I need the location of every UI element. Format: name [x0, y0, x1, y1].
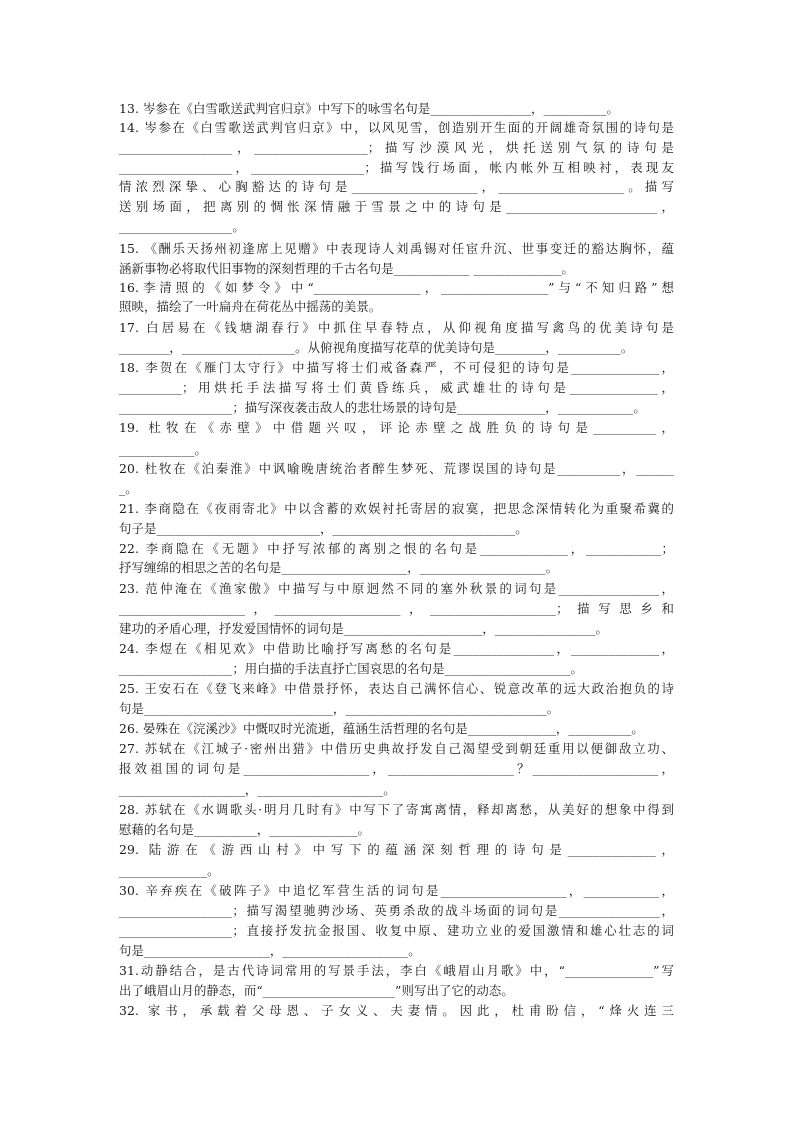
question-25-cont: 句是______________________________，________________________________。: [119, 701, 560, 716]
question-22: 22. 李商隐在《无题》中抒写浓郁的离别之恨的名句是______________，____________；: [119, 541, 674, 556]
question-30-cont: __________________；直接抒发抗金报国、收复中原、建功立业的爱国激情和雄心壮志的词: [119, 923, 674, 938]
question-14-cont: __________________，__________________；描写沙漠风光，烘托送别气氛的诗句是: [119, 140, 674, 155]
question-22-cont: 抒写缠绵的相思之苦的名句是____________________，____________________。: [119, 560, 559, 575]
question-24: 24. 李煜在《相见欢》中借助比喻抒写离愁的名句是________________，______________，: [119, 641, 674, 656]
question-29: 29. 陆游在《游西山村》中写下的蕴涵深刻哲理的诗句是______________，: [119, 842, 674, 857]
question-14-cont: __________________，__________________；描写饯行场面，帐内帐外互相映衬，表现友: [119, 160, 674, 175]
question-30-cont: __________________；描写渴望驰骋沙场、英勇杀敌的战斗场面的词句是________________，: [119, 903, 674, 918]
question-29-cont: ______________。: [119, 863, 220, 878]
question-24-cont: __________________；用白描的手法直抒亡国哀思的名句是____________________。: [119, 661, 584, 676]
question-15-cont: 涵新事物必将取代旧事物的深刻哲理的千古名句是____________ ______________。: [119, 261, 575, 276]
question-31-cont: 出了峨眉山月的静态，而“_____________________”则写出了它的动态。: [119, 983, 514, 998]
question-27: 27. 苏轼在《江城子·密州出猎》中借历史典故抒发自己渴望受到朝廷重用以便御敌立功、: [119, 741, 674, 756]
question-19: 19. 杜牧在《赤壁》中借题兴叹，评论赤壁之战胜负的诗句是__________，: [119, 420, 674, 435]
question-16: 16.李清照的《如梦令》中“_________________，_________________”与“不知归路”想: [119, 280, 674, 295]
question-25: 25. 王安石在《登飞来峰》中借景抒怀，表达自己满怀信心、锐意改革的远大政治抱负的诗: [119, 681, 674, 696]
question-21: 21. 李商隐在《夜雨寄北》中以含蓄的欢娱衬托寄居的寂寞，把思念深情转化为重聚希冀的: [119, 501, 674, 516]
question-14: 14. 岑参在《白雪歌送武判官归京》中，以风见雪，创造别开生面的开阔雄奇氛围的诗句是: [119, 120, 674, 135]
question-14-cont: 情浓烈深挚、心胸豁达的诗句是____________________，____________________。描写: [119, 179, 674, 194]
question-28: 28. 苏轼在《水调歌头·明月几时有》中写下了寄寓离情，释却离愁，从美好的想象中得到: [119, 802, 674, 817]
question-23-cont: 建功的矛盾心理，抒发爱国情怀的词句是______________________，________________。: [119, 621, 609, 636]
question-27-cont: 报效祖国的词句是____________________，____________________？____________________，: [119, 761, 674, 776]
question-14-cont: __________________。: [119, 219, 245, 234]
question-18-cont: __________；用烘托手法描写将士们黄昏练兵，威武雄壮的诗句是______________，: [119, 380, 674, 395]
question-26: 26. 晏殊在《浣溪沙》中慨叹时光流逝，蕴涵生活哲理的名句是______________，__________。: [119, 721, 644, 736]
question-18: 18. 李贺在《雁门太守行》中描写将士们戒备森严，不可侵犯的诗句是______________，: [119, 360, 674, 375]
question-19-cont: ____________。: [119, 442, 208, 457]
question-23-cont: ____________________，____________________，____________________；描写思乡和: [119, 601, 674, 616]
question-32: 32. 家书，承载着父母恩、子女义、夫妻情。因此，杜甫盼信，“烽火连三: [119, 1003, 674, 1018]
question-27-cont: ____________________，____________________。: [119, 782, 396, 797]
question-20-cont: _。: [119, 481, 138, 496]
question-14-cont: 送别场面，把离别的惆怅深情融于雪景之中的诗句是________________________，: [119, 199, 674, 214]
question-31: 31.动静结合，是古代诗词常用的写景手法，李白《峨眉山月歌》中，“______________”写: [119, 963, 674, 978]
question-16-cont: 照映，描绘了一叶扁舟在荷花丛中摇荡的美景。: [119, 299, 382, 314]
question-17-cont: ________，__________________。从俯视角度描写花草的优美诗句是________，__________。: [119, 340, 634, 355]
question-18-cont: __________________；描写深夜袭击敌人的悲壮场景的诗句是______________，____________。: [119, 400, 646, 415]
question-15: 15. 《酬乐天扬州初逢席上见赠》中表现诗人刘禹锡对任宦升沉、世事变迁的豁达胸怀，蕴: [119, 241, 674, 256]
question-23: 23. 范仲淹在《渔家傲》中描写与中原迥然不同的塞外秋景的词句是________________，: [119, 581, 674, 596]
question-30-cont: 句是____________________，____________________。: [119, 943, 421, 958]
question-21-cont: 句子是__________________________，_____________________________。: [119, 521, 528, 536]
question-17: 17. 白居易在《钱塘湖春行》中抓住早春特点，从仰视角度描写禽鸟的优美诗句是: [119, 320, 674, 335]
question-30: 30. 辛弃疾在《破阵子》中追忆军营生活的词句是____________________，____________，: [119, 883, 674, 898]
question-20: 20. 杜牧在《泊秦淮》中讽喻晚唐统治者醉生梦死、荒谬误国的诗句是__________，______: [119, 461, 674, 476]
question-28-cont: 慰藉的名句是__________，______________。: [119, 822, 371, 837]
question-13: 13. 岑参在《白雪歌送武判官归京》中写下的咏雪名句是________________，__________。: [119, 101, 619, 116]
